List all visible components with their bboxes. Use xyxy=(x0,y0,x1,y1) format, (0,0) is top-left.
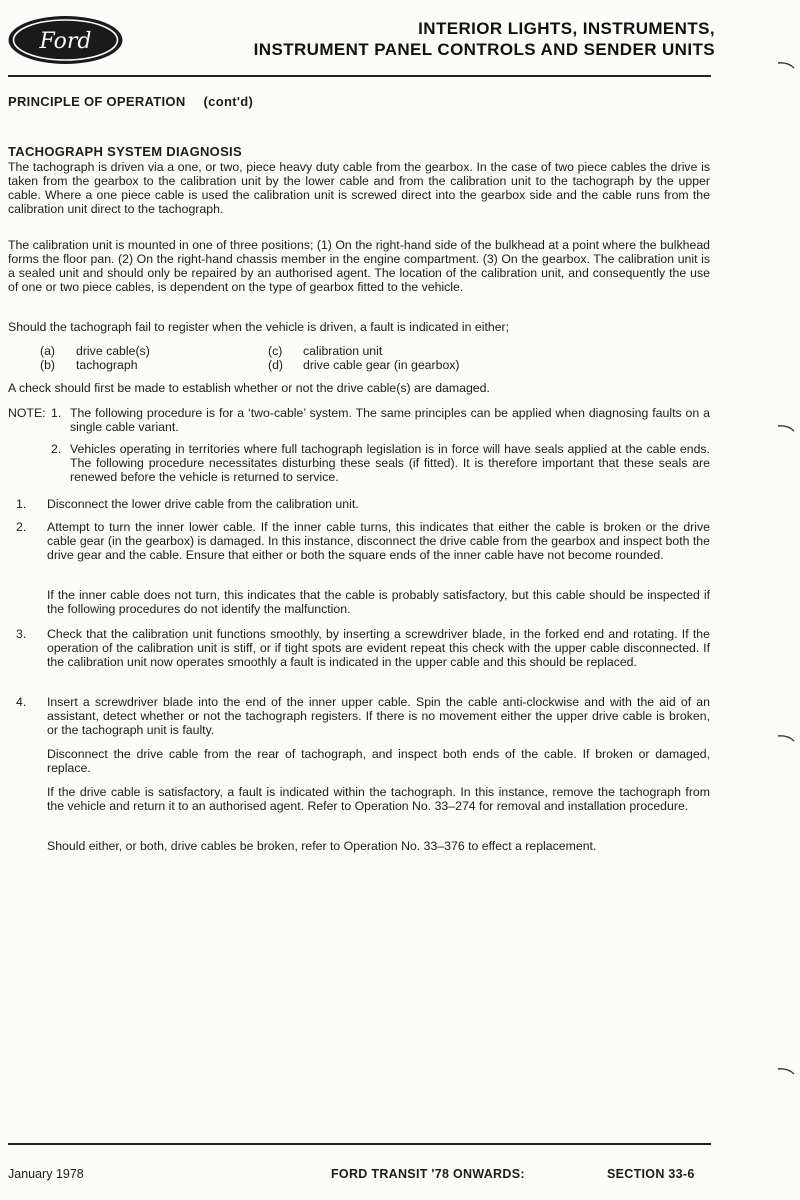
header-title-line-2: INSTRUMENT PANEL CONTROLS AND SENDER UNITS xyxy=(253,40,715,59)
margin-tick-mark xyxy=(776,60,796,70)
section-heading xyxy=(8,95,253,109)
fault-list-mark-d: (d) xyxy=(268,358,284,372)
note-1-text: The following procedure is for a ‘two-cable’ system. The same principles can be applied when diagnosing faults on a single cable variant. xyxy=(70,406,710,434)
paragraph-fault-intro: Should the tachograph fail to register when the vehicle is driven, a fault is indicated in either; xyxy=(8,320,510,334)
step-1-number: 1. xyxy=(16,497,27,511)
step-4-text: Insert a screwdriver blade into the end of the inner upper cable. Spin the cable anti-clockwise and with the aid of an assistant, detect whether or not the tachograph registers. If there is no movement either the upper drive cable is broken, or the tachograph unit is faulty. xyxy=(47,695,710,737)
fault-list-text-left xyxy=(76,344,150,372)
ford-logo xyxy=(6,14,125,66)
fault-list-mark-c: (c) xyxy=(268,344,283,358)
step-2-followup: If the inner cable does not turn, this indicates that the cable is probably satisfactory, but this cable should be inspected if the following procedures do not identify the malfunction. xyxy=(47,588,710,616)
fault-list-text-right xyxy=(303,344,460,372)
note-1-number: 1. xyxy=(51,406,62,420)
step-1-text: Disconnect the lower drive cable from the calibration unit. xyxy=(47,497,359,511)
ford-logo-text: Ford xyxy=(39,29,92,54)
margin-tick-mark xyxy=(776,423,796,433)
section-heading-text: PRINCIPLE OF OPERATION xyxy=(8,94,186,109)
fault-list-mark-a: (a) xyxy=(40,344,56,358)
fault-list-marks-right xyxy=(268,344,292,372)
fault-list-mark-b: (b) xyxy=(40,358,56,372)
step-4-cables-broken: Should either, or both, drive cables be broken, refer to Operation No. 33–376 to effect a replacement. xyxy=(47,839,597,853)
note-2-text: Vehicles operating in territories where full tachograph legislation is in force will have seals applied at the cable ends. The following procedure necessitates disturbing these seals (if fitted). It is therefore important that these seals are renewed before the vehicle is returned to service. xyxy=(70,442,710,484)
paragraph-check-first: A check should first be made to establish whether or not the drive cable(s) are damaged. xyxy=(8,381,490,395)
fault-list-item-b: tachograph xyxy=(76,358,138,372)
footer-section: SECTION 33-6 xyxy=(607,1167,695,1181)
page-header-title xyxy=(254,18,715,60)
margin-tick-mark xyxy=(776,1066,796,1076)
fault-list-marks-left xyxy=(40,344,64,372)
fault-list-item-c: calibration unit xyxy=(303,344,383,358)
step-4-tachograph-fault: If the drive cable is satisfactory, a fault is indicated within the tachograph. In this instance, remove the tachograph from the vehicle and return it to an authorised agent. Refer to Operation No. 33–274 for removal and installation procedure. xyxy=(47,785,710,813)
fault-list-item-d: drive cable gear (in gearbox) xyxy=(303,358,460,372)
step-4-disconnect: Disconnect the drive cable from the rear of tachograph, and inspect both ends of the cable. If broken or damaged, replace. xyxy=(47,747,710,775)
margin-tick-mark xyxy=(776,733,796,743)
step-2-text: Attempt to turn the inner lower cable. If the inner cable turns, this indicates that either the cable is broken or the drive cable gear (in the gearbox) is damaged. In this instance, disconnect the drive cable from the gearbox and inspect both the drive gear and the cable. Ensure that either or both the square ends of the inner cable have not become rounded. xyxy=(47,520,710,562)
paragraph-drive: The tachograph is driven via a one, or two, piece heavy duty cable from the gearbox. In the case of two piece cables the drive is taken from the gearbox to the calibration unit by the lower cable and from the calibration unit to the tachograph by the upper cable. Where a one piece cable is used the calibration unit is screwed direct into the gearbox side and the cable runs from the calibration unit direct to the tachograph. xyxy=(8,160,710,216)
paragraph-calibration-unit: The calibration unit is mounted in one of three positions; (1) On the right-hand side of the bulkhead at a point where the bulkhead forms the floor pan. (2) On the right-hand chassis member in the engine compartment. (3) On the gearbox. The calibration unit is a sealed unit and should only be repaired by an authorised agent. The location of the calibration unit, and consequently the use of one or two piece cables, is dependent on the type of gearbox fitted to the vehicle. xyxy=(8,238,710,294)
step-2-number: 2. xyxy=(16,520,27,534)
footer-publication: FORD TRANSIT '78 ONWARDS: xyxy=(331,1167,525,1181)
footer-date: January 1978 xyxy=(8,1167,84,1181)
note-2-number: 2. xyxy=(51,442,62,456)
header-rule xyxy=(8,75,711,77)
step-3-number: 3. xyxy=(16,627,27,641)
step-3-text: Check that the calibration unit functions smoothly, by inserting a screwdriver blade, in the forked end and rotating. If the operation of the calibration unit is stiff, or if tight spots are evident repeat this check with the upper cable disconnected. If the calibration unit now operates smoothly a fault is indicated in the upper cable and this should be replaced. xyxy=(47,627,710,669)
step-4-number: 4. xyxy=(16,695,27,709)
sub-heading: TACHOGRAPH SYSTEM DIAGNOSIS xyxy=(8,144,242,159)
header-title-line-1: INTERIOR LIGHTS, INSTRUMENTS, xyxy=(418,19,715,38)
section-heading-cont: (cont'd) xyxy=(203,94,254,109)
footer-rule xyxy=(8,1143,711,1145)
fault-list-item-a: drive cable(s) xyxy=(76,344,150,358)
note-label: NOTE: xyxy=(8,406,46,420)
